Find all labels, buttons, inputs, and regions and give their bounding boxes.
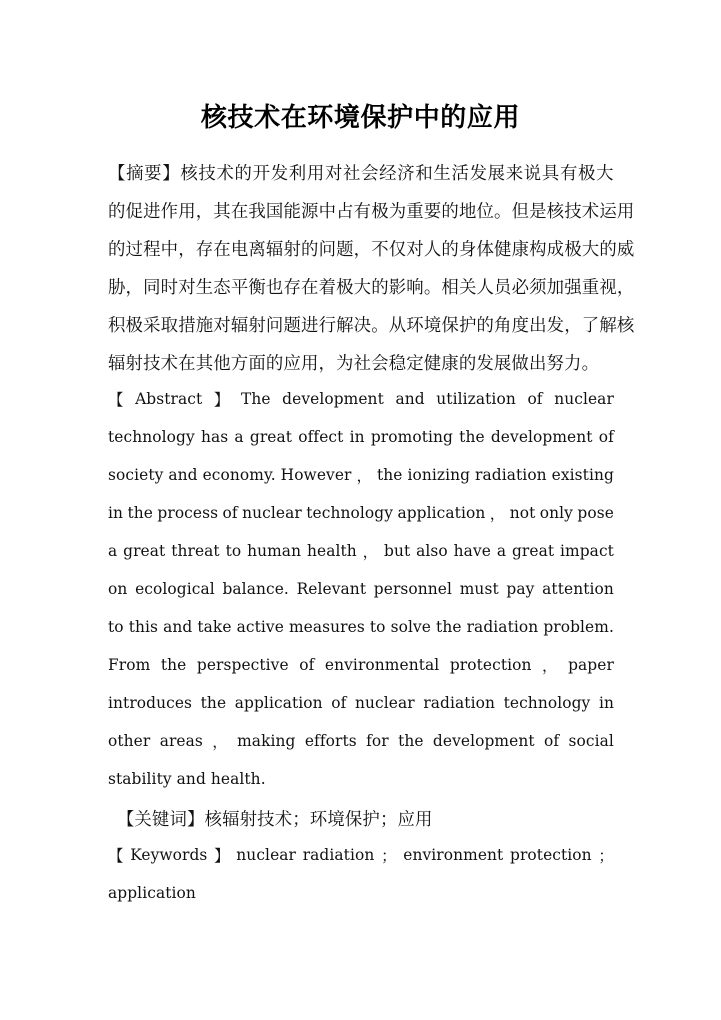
text-line	[108, 456, 614, 494]
line-token: 重	[581, 277, 600, 298]
line-token: 健	[494, 239, 512, 260]
line-token: 】	[213, 391, 230, 409]
line-token: 境	[423, 315, 442, 336]
line-token: and	[395, 390, 425, 408]
line-text: 辐射技术在其他方面的应用，为社会稳定健康的发展做出努力。	[108, 353, 600, 374]
line-token: this	[128, 618, 159, 636]
line-token: 济	[397, 163, 415, 184]
line-token: the	[398, 732, 424, 750]
line-token: to	[108, 618, 124, 636]
line-token: 了	[581, 315, 600, 336]
line-token: of	[299, 656, 315, 674]
line-token: ，	[195, 201, 214, 222]
line-token: ，	[616, 277, 635, 298]
line-token: impact	[560, 542, 614, 560]
line-token: 响	[406, 277, 424, 298]
line-token: the	[459, 428, 485, 446]
line-token: 辐	[230, 315, 249, 336]
line-token: pose	[577, 504, 614, 522]
line-token: economy.	[202, 466, 276, 484]
text-line	[108, 798, 614, 836]
keywords-english-text-cont: application	[108, 884, 196, 902]
line-token: 能	[283, 201, 302, 222]
keywords-chinese-text: 【关键词】核辐射技术；环境保护；应用	[108, 809, 433, 830]
line-token: ，	[362, 543, 379, 561]
line-token: 中	[318, 201, 337, 222]
line-token: technology	[108, 428, 195, 446]
line-token: making	[237, 732, 296, 750]
line-token: application	[397, 504, 486, 522]
line-token: 其	[213, 201, 231, 222]
line-token: introduces	[108, 694, 193, 712]
line-token: 的	[441, 239, 459, 260]
line-text: stability and health.	[108, 770, 266, 788]
line-token: 位	[476, 201, 495, 222]
line-token: to	[225, 542, 242, 560]
text-line	[108, 532, 614, 570]
line-token: of	[527, 390, 543, 408]
line-token: 加	[546, 277, 565, 298]
line-token: 社	[343, 163, 361, 184]
line-token: 解	[599, 315, 617, 336]
line-token: 核	[616, 315, 635, 336]
line-token: balance.	[222, 580, 289, 598]
line-token: 环	[406, 315, 424, 336]
line-token: the	[160, 656, 187, 674]
line-token: 生	[195, 277, 214, 298]
line-token: protection	[449, 656, 532, 674]
text-line	[108, 760, 614, 798]
line-token: 员	[494, 277, 512, 298]
line-token: 术	[216, 163, 235, 184]
line-token: ，	[356, 467, 372, 485]
line-token: environmental	[324, 656, 440, 674]
line-token: and	[163, 618, 193, 636]
line-token: problem.	[543, 618, 614, 636]
line-token: 进	[143, 201, 161, 222]
line-token: technology	[306, 504, 394, 522]
line-token: paper	[568, 656, 614, 674]
line-token: utilization	[436, 390, 516, 408]
line-token: to	[369, 618, 386, 636]
line-token: 用	[616, 201, 635, 222]
text-line	[108, 646, 614, 684]
line-token: 说	[523, 163, 542, 184]
line-token: take	[197, 618, 232, 636]
line-token: 行	[318, 315, 337, 336]
line-token: 我	[248, 201, 266, 222]
line-token: 术	[581, 201, 600, 222]
line-token: 要	[423, 201, 442, 222]
line-token: and	[168, 466, 198, 484]
abstract-english	[108, 380, 614, 798]
line-token: nuclear	[554, 390, 614, 408]
line-token: 关	[458, 277, 477, 298]
line-token: 技	[198, 163, 216, 184]
line-token: However	[280, 466, 352, 484]
line-token: 须	[529, 277, 547, 298]
line-token: 的	[599, 239, 617, 260]
line-token: 成	[546, 239, 565, 260]
line-token: 大	[353, 277, 372, 298]
line-token: a	[108, 542, 118, 560]
line-token: development	[490, 428, 593, 446]
line-token: 体	[476, 239, 495, 260]
text-line	[108, 874, 614, 912]
line-token: radiation	[466, 618, 539, 636]
keywords-chinese	[108, 798, 614, 836]
line-token: personnel	[373, 580, 453, 598]
line-token: not	[509, 504, 536, 522]
line-token: promoting	[370, 428, 453, 446]
line-token: ，	[564, 315, 582, 336]
line-token: 的	[441, 201, 459, 222]
line-token: 的	[108, 239, 126, 260]
line-token: 保	[441, 315, 459, 336]
line-token: environment	[403, 846, 504, 864]
line-token: 发	[270, 163, 289, 184]
line-token: Abstract	[135, 390, 203, 408]
line-token: a	[234, 428, 244, 446]
line-token: other	[108, 732, 151, 750]
line-token: 摘	[126, 163, 144, 184]
line-token: of	[598, 428, 614, 446]
line-token: 人	[476, 277, 495, 298]
line-token: 措	[178, 315, 196, 336]
line-token: 过	[125, 239, 144, 260]
line-token: 对	[213, 315, 231, 336]
keywords-english	[108, 836, 614, 912]
line-token: 问	[318, 239, 337, 260]
line-token: of	[331, 694, 347, 712]
line-token: great	[511, 542, 555, 560]
line-token: 态	[213, 277, 231, 298]
line-token: society	[108, 466, 164, 484]
line-token: 的	[234, 163, 253, 184]
line-token: 的	[108, 201, 126, 222]
line-token: technology	[503, 694, 591, 712]
abstract-chinese	[108, 152, 635, 380]
line-token: on	[108, 580, 128, 598]
line-token: 身	[458, 239, 477, 260]
line-token: 极	[125, 315, 144, 336]
line-token: 强	[564, 277, 582, 298]
text-line	[108, 494, 614, 532]
line-token: efforts	[304, 732, 357, 750]
line-token: in	[108, 504, 124, 522]
line-token: 】	[162, 163, 180, 184]
line-token: 角	[494, 315, 512, 336]
line-token: nuclear	[355, 694, 415, 712]
line-token: ，	[353, 239, 372, 260]
line-token: 取	[160, 315, 179, 336]
line-token: 发	[546, 315, 565, 336]
line-token: 地	[458, 201, 477, 222]
line-token: application	[234, 694, 323, 712]
line-token: perspective	[196, 656, 289, 674]
line-token: 仅	[388, 239, 407, 260]
line-token: 会	[361, 163, 379, 184]
line-token: 辐	[265, 239, 284, 260]
line-token: 极	[371, 201, 389, 222]
line-token: existing	[551, 466, 614, 484]
line-token: 。	[423, 277, 442, 298]
line-token: 核	[180, 163, 198, 184]
line-token: radiation	[475, 466, 547, 484]
line-token: human	[247, 542, 302, 560]
line-token: of	[222, 504, 238, 522]
line-token: ionizing	[407, 466, 471, 484]
line-token: 源	[301, 201, 319, 222]
line-token: ，	[489, 505, 506, 523]
line-token: 在	[230, 201, 249, 222]
line-token: 采	[143, 315, 161, 336]
line-token: 经	[379, 163, 397, 184]
line-token: 不	[371, 239, 389, 260]
line-token: 进	[301, 315, 319, 336]
line-token: 存	[283, 277, 302, 298]
line-token: 影	[388, 277, 407, 298]
line-token: 为	[388, 201, 407, 222]
line-token: 占	[336, 201, 354, 222]
line-token: 但	[511, 201, 530, 222]
line-token: 。	[494, 201, 512, 222]
line-token: 的	[371, 277, 389, 298]
text-line	[108, 722, 614, 760]
line-token: 技	[564, 201, 582, 222]
line-token: 构	[529, 239, 547, 260]
line-token: 大	[596, 163, 614, 184]
text-line	[108, 836, 614, 874]
line-token: ；	[598, 847, 614, 865]
line-token: 在	[213, 239, 231, 260]
line-token: 着	[318, 277, 337, 298]
line-token: 题	[336, 239, 354, 260]
line-token: 必	[511, 277, 530, 298]
line-token: 有	[559, 163, 578, 184]
line-token: also	[416, 542, 448, 560]
line-token: Relevant	[296, 580, 367, 598]
line-token: social	[568, 732, 614, 750]
line-token: 极	[336, 277, 354, 298]
line-token: 积	[108, 315, 126, 336]
document-body	[108, 152, 635, 912]
line-token: 【	[108, 163, 126, 184]
line-token: 胁	[108, 277, 126, 298]
text-line	[108, 190, 635, 228]
text-line	[108, 228, 635, 266]
line-token: a	[496, 542, 507, 560]
line-token: 运	[599, 201, 617, 222]
line-token: has	[200, 428, 229, 446]
line-token: great	[123, 542, 166, 560]
line-token: of	[543, 732, 560, 750]
line-token: 生	[433, 163, 451, 184]
line-token: 展	[487, 163, 506, 184]
line-token: nuclear	[242, 504, 302, 522]
line-token: 促	[125, 201, 144, 222]
line-token: 的	[301, 239, 319, 260]
line-token: pay	[506, 580, 535, 598]
line-token: 极	[564, 239, 582, 260]
line-token: 同	[143, 277, 161, 298]
line-token: 用	[178, 201, 196, 222]
line-token: 离	[248, 239, 266, 260]
text-line	[108, 380, 614, 418]
line-token: 有	[353, 201, 372, 222]
line-token: must	[459, 580, 499, 598]
line-token: ecological	[135, 580, 215, 598]
line-token: have	[453, 542, 491, 560]
text-line	[108, 418, 614, 456]
line-token: 从	[388, 315, 407, 336]
line-token: 电	[230, 239, 249, 260]
line-token: in	[349, 428, 365, 446]
line-token: process	[157, 504, 219, 522]
line-token: 度	[511, 315, 530, 336]
line-token: 护	[458, 315, 477, 336]
line-token: 时	[160, 277, 179, 298]
line-token: the	[127, 504, 153, 522]
line-token: 决	[353, 315, 372, 336]
line-token: 人	[423, 239, 442, 260]
line-token: 射	[248, 315, 266, 336]
text-line	[108, 342, 614, 380]
line-token: Keywords	[130, 846, 208, 864]
line-token: 施	[195, 315, 214, 336]
line-token: 威	[616, 239, 635, 260]
line-token: 开	[252, 163, 271, 184]
line-token: offect	[298, 428, 344, 446]
line-token: 大	[581, 239, 600, 260]
line-token: From	[108, 656, 151, 674]
line-token: ，	[212, 733, 228, 751]
line-token: active	[236, 618, 284, 636]
line-token: ，	[178, 239, 196, 260]
text-line	[108, 570, 614, 608]
line-token: 极	[578, 163, 596, 184]
line-token: threat	[171, 542, 220, 560]
line-token: 问	[265, 315, 284, 336]
line-token: the	[376, 466, 403, 484]
line-token: 【	[108, 847, 124, 865]
line-token: 重	[406, 201, 424, 222]
line-token: The	[240, 390, 271, 408]
line-token: 解	[336, 315, 354, 336]
line-token: ；	[381, 847, 397, 865]
line-token: the	[200, 694, 227, 712]
line-token: 用	[306, 163, 325, 184]
line-token: 存	[195, 239, 214, 260]
line-token: 是	[529, 201, 547, 222]
line-token: 平	[230, 277, 249, 298]
line-token: 相	[441, 277, 459, 298]
line-token: health	[306, 542, 357, 560]
line-token: 具	[541, 163, 560, 184]
line-token: great	[249, 428, 293, 446]
text-line	[108, 152, 614, 190]
line-token: development	[432, 732, 535, 750]
line-token: 题	[283, 315, 302, 336]
text-line	[108, 608, 614, 646]
line-token: 也	[265, 277, 284, 298]
line-token: for	[366, 732, 389, 750]
line-token: the	[436, 618, 462, 636]
line-token: 利	[288, 163, 307, 184]
line-token: radiation	[423, 694, 495, 712]
text-line	[108, 304, 635, 342]
line-token: 视	[599, 277, 617, 298]
line-token: ，	[542, 657, 558, 675]
page-title: 核技术在环境保护中的应用	[200, 103, 521, 134]
line-token: in	[598, 694, 614, 712]
line-token: 对	[178, 277, 196, 298]
line-token: ，	[125, 277, 144, 298]
line-token: solve	[390, 618, 431, 636]
line-token: 要	[144, 163, 162, 184]
line-token: 的	[476, 315, 495, 336]
line-token: 对	[406, 239, 424, 260]
line-token: 作	[160, 201, 179, 222]
line-token: 对	[324, 163, 343, 184]
line-token: 活	[451, 163, 470, 184]
text-line	[108, 266, 635, 304]
line-token: areas	[159, 732, 203, 750]
line-token: measures	[288, 618, 365, 636]
line-token: 国	[265, 201, 284, 222]
line-token: but	[384, 542, 411, 560]
line-token: 在	[301, 277, 319, 298]
line-token: protection	[510, 846, 592, 864]
line-token: 】	[214, 847, 230, 865]
line-token: radiation	[302, 846, 375, 864]
line-token: 衡	[248, 277, 266, 298]
line-token: 射	[283, 239, 302, 260]
line-token: 来	[505, 163, 524, 184]
line-token: 康	[511, 239, 530, 260]
line-token: 和	[415, 163, 433, 184]
text-line	[108, 684, 614, 722]
line-token: 出	[529, 315, 547, 336]
line-token: 【	[108, 391, 124, 409]
line-token: 中	[160, 239, 179, 260]
line-token: development	[282, 390, 384, 408]
line-token: only	[539, 504, 573, 522]
line-token: 程	[143, 239, 161, 260]
line-token: 核	[546, 201, 565, 222]
line-token: 。	[371, 315, 389, 336]
line-token: attention	[542, 580, 614, 598]
line-token: nuclear	[236, 846, 297, 864]
line-token: 发	[469, 163, 488, 184]
